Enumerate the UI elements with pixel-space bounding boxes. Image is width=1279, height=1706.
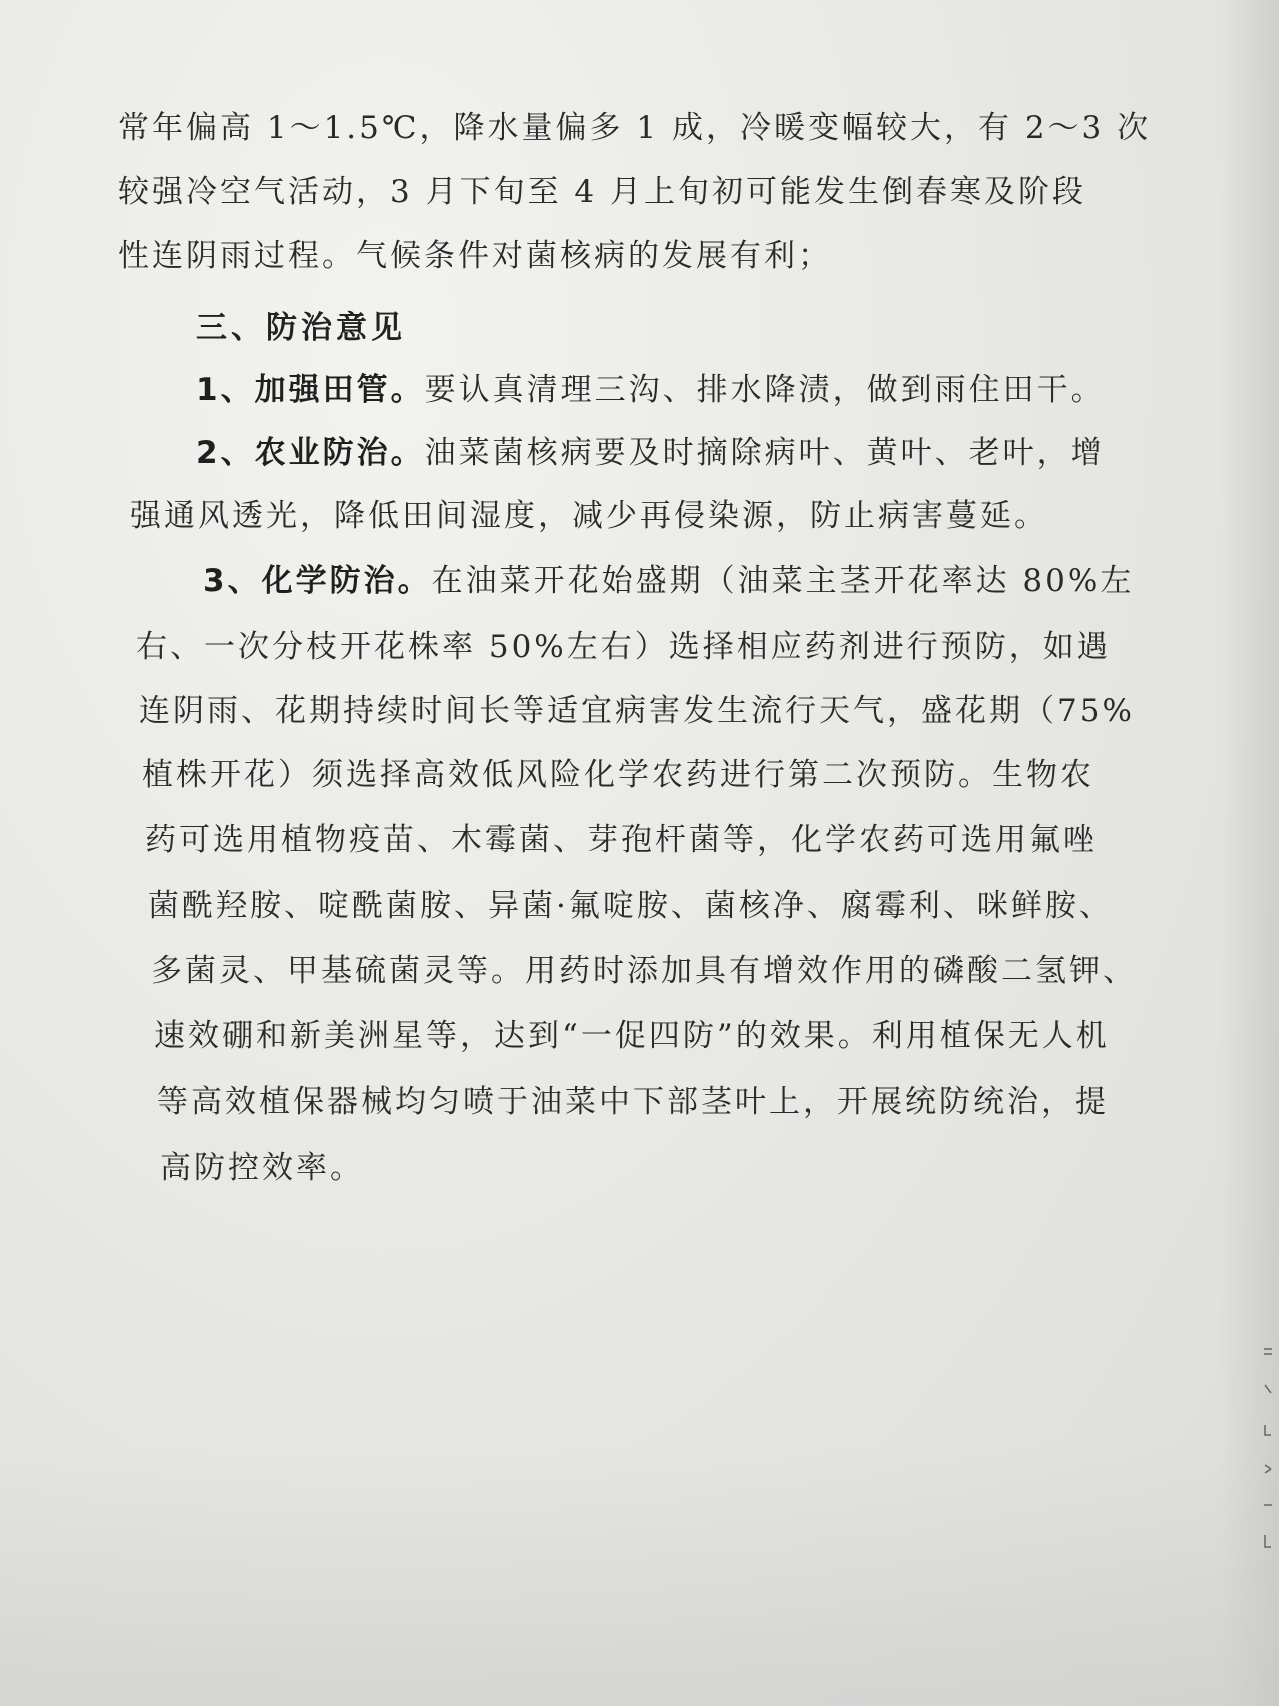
item-2-title: 2、农业防治。 bbox=[196, 435, 425, 471]
item-3-line: 多菌灵、甲基硫菌灵等。用药时添加具有增效作用的磷酸二氢钾、 bbox=[151, 953, 1137, 989]
paragraph-line: 性连阴雨过程。气候条件对菌核病的发展有利； bbox=[118, 238, 832, 274]
item-3-line: 植株开花）须选择高效低风险化学农药进行第二次预防。生物农 bbox=[142, 757, 1094, 793]
item-3 bbox=[203, 561, 1134, 601]
item-3-text: 在油菜开花始盛期（油菜主茎开花率达 80%左 bbox=[431, 563, 1135, 599]
item-3-line: 高防控效率。 bbox=[160, 1150, 364, 1186]
item-3-line: 速效硼和新美洲星等，达到“一促四防”的效果。利用植保无人机 bbox=[154, 1018, 1110, 1054]
item-2-continuation: 强通风透光，降低田间湿度，减少再侵染源，防止病害蔓延。 bbox=[130, 498, 1048, 534]
section-heading: 三、防治意见 bbox=[196, 310, 406, 346]
item-3-line: 连阴雨、花期持续时间长等适宜病害发生流行天气，盛花期（75% bbox=[139, 693, 1135, 729]
item-1-text: 要认真清理三沟、排水降渍，做到雨住田干。 bbox=[424, 372, 1105, 408]
page-edge-marks bbox=[1261, 1345, 1275, 1555]
page-shadow-bottom bbox=[0, 1446, 1279, 1706]
item-2 bbox=[196, 433, 1105, 473]
paragraph-line: 较强冷空气活动，3 月下旬至 4 月上旬初可能发生倒春寒及阶段 bbox=[118, 174, 1087, 210]
paragraph-line: 常年偏高 1～1.5℃，降水量偏多 1 成，冷暖变幅较大，有 2～3 次 bbox=[118, 110, 1152, 146]
page-edge-glyphs bbox=[1261, 1345, 1275, 1555]
item-3-line: 右、一次分枝开花株率 50%左右）选择相应药剂进行预防，如遇 bbox=[136, 629, 1111, 665]
item-3-line: 菌酰羟胺、啶酰菌胺、异菌·氟啶胺、菌核净、腐霉利、咪鲜胺、 bbox=[148, 888, 1113, 924]
item-2-text: 油菜菌核病要及时摘除病叶、黄叶、老叶，增 bbox=[424, 435, 1105, 471]
item-3-line: 等高效植保器械均匀喷于油菜中下部茎叶上，开展统防统治，提 bbox=[157, 1084, 1109, 1120]
item-3-line: 药可选用植物疫苗、木霉菌、芽孢杆菌等，化学农药可选用氟唑 bbox=[145, 822, 1097, 858]
item-1 bbox=[196, 370, 1105, 410]
item-1-title: 1、加强田管。 bbox=[196, 372, 425, 408]
item-3-title: 3、化学防治。 bbox=[203, 563, 432, 599]
